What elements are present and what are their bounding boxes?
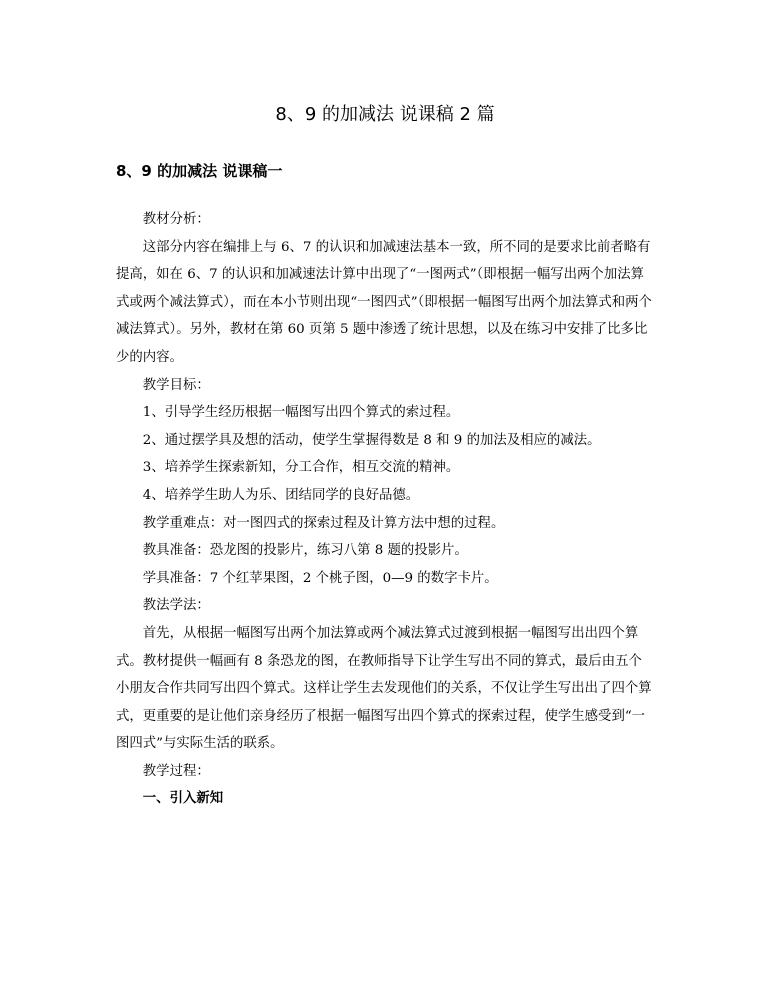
paragraph: 4、培养学生助人为乐、团结同学的良好品德。 (142, 487, 420, 503)
paragraph: 教学过程： (142, 763, 210, 779)
paragraph: 教法学法： (142, 598, 210, 614)
paragraph: 这部分内容在编排上与 6、7 的认识和加减速法基本一致，所不同的是要求比前者略有提高，如在 6、7 的认识和加减速法计算中出现了“一图两式”（即根据一幅写出两个加法算式或两个减法算式），而在本小节则出现“一图四式”（即根据一幅图写出两个加法算式和两个减法算式）。另外，教材在第 60 页第 5 题中渗透了统计思想，以及在练习中安排了比多比少的内容。 (116, 239, 652, 365)
section-heading: 8、9 的加减法 说课稿一 (116, 162, 283, 180)
paragraph: 首先，从根据一幅图写出两个加法算或两个减法算式过渡到根据一幅图写出出四个算式。教材提供一幅画有 8 条恐龙的图，在教师指导下让学生写出不同的算式，最后由五个小朋友合作共同写出四个算式。这样让学生去发现他们的关系，不仅让学生写出出了四个算式，更重要的是让他们亲身经历了根据一幅图写出四个算式的探索过程，使学生感受到“一图四式”与实际生活的联系。 (116, 625, 652, 752)
document-title: 8、9 的加减法 说课稿 2 篇 (275, 104, 495, 125)
paragraph: 2、通过摆学具及想的活动，使学生掌握得数是 8 和 9 的加法及相应的减法。 (142, 432, 601, 448)
paragraph: 教学目标： (142, 377, 210, 393)
paragraph: 教具准备：恐龙图的投影片，练习八第 8 题的投影片。 (142, 543, 468, 559)
document-body (116, 206, 652, 813)
paragraph: 教材分析： (142, 212, 210, 227)
paragraph: 教学重难点：对一图四式的探索过程及计算方法中想的过程。 (142, 515, 505, 531)
subsection-heading: 一、引入新知 (142, 790, 224, 807)
paragraph: 3、培养学生探索新知，分工合作，相互交流的精神。 (142, 460, 460, 476)
paragraph: 1、引导学生经历根据一幅图写出四个算式的索过程。 (142, 405, 460, 421)
paragraph: 学具准备：7 个红苹果图，2 个桃子图，0—9 的数字卡片。 (142, 570, 498, 586)
